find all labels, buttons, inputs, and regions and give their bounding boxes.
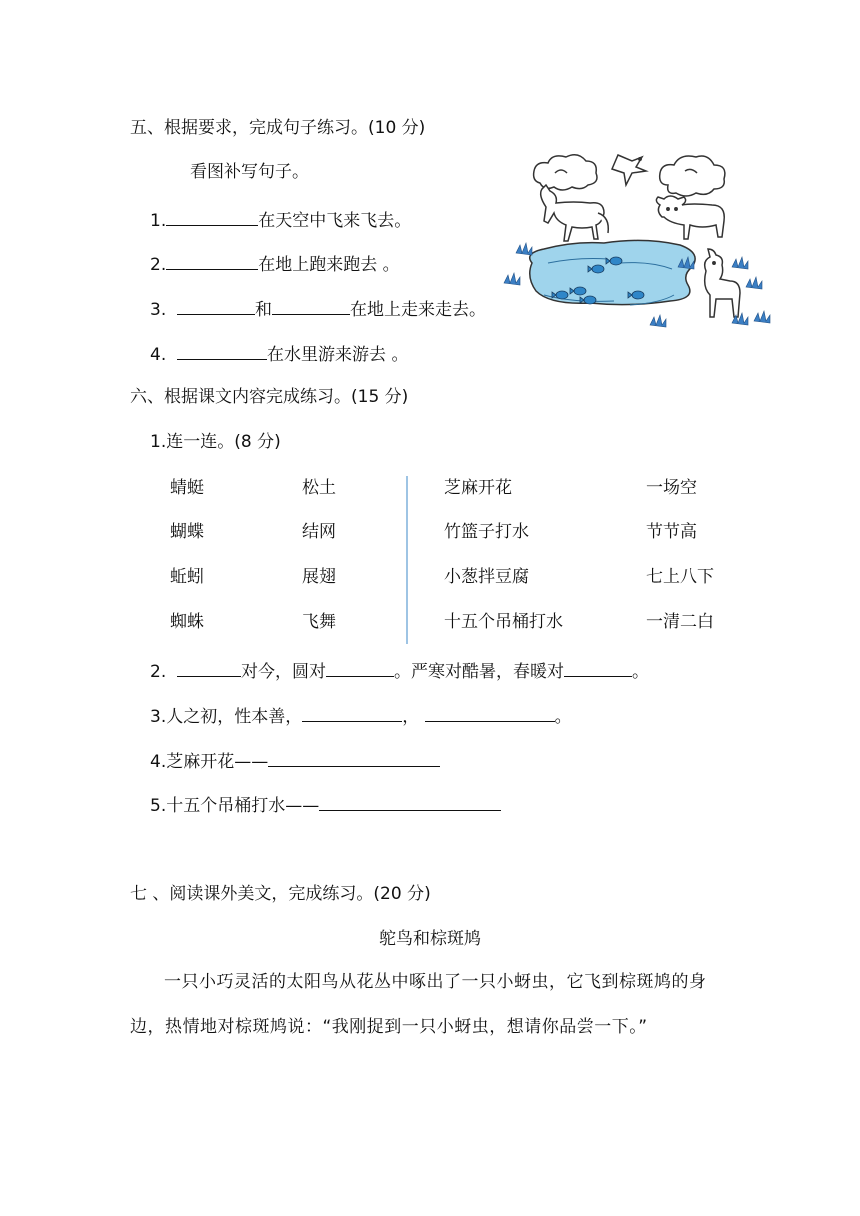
question-5 <box>150 792 501 817</box>
sentence-item-1 <box>150 207 411 232</box>
item-number: 4. <box>150 345 167 365</box>
match-item[interactable]: 结网 <box>302 522 336 542</box>
sentence-item-3 <box>150 296 486 321</box>
item-number: 2. <box>150 255 167 275</box>
match-item[interactable]: 飞舞 <box>302 612 336 632</box>
match-item[interactable]: 蚯蚓 <box>170 567 204 587</box>
answer-blank[interactable] <box>166 251 258 270</box>
goat-icon <box>705 249 740 317</box>
section5-heading: 五、根据要求，完成句子练习。(10 分) <box>130 118 426 138</box>
q2-text-c: 。 <box>632 662 650 682</box>
q5-text: 5.十五个吊桶打水—— <box>150 796 320 816</box>
cloud-right-icon <box>660 156 725 196</box>
animals-pond-illustration <box>500 145 775 340</box>
sentence-item-2 <box>150 251 400 276</box>
q2-text-b: 。严寒对酷暑，春暖对 <box>394 662 565 682</box>
question-3 <box>150 703 572 728</box>
answer-blank[interactable] <box>326 658 394 677</box>
item-text: 在地上跑来跑去 。 <box>258 255 400 275</box>
match-item[interactable]: 十五个吊桶打水 <box>444 612 563 632</box>
section6-heading: 六、根据课文内容完成练习。(15 分) <box>130 387 409 407</box>
cow-icon <box>656 196 724 239</box>
q2-number: 2. <box>150 662 167 682</box>
section6-sub1: 1.连一连。(8 分) <box>150 432 281 452</box>
q3-end: 。 <box>554 707 572 727</box>
match-item[interactable]: 七上八下 <box>646 567 714 587</box>
match-item[interactable]: 蝴蝶 <box>170 522 204 542</box>
passage-paragraph: 一只小巧灵活的太阳鸟从花丛中啄出了一只小蚜虫，它飞到棕斑鸠的身边，热情地对棕斑鸠说：“我刚捉到一只小蚜虫，想请你品尝一下。” <box>130 972 707 1037</box>
item-text: 在天空中飞来飞去。 <box>258 211 412 231</box>
match-item[interactable]: 芝麻开花 <box>444 478 512 498</box>
item-number: 3. <box>150 300 167 320</box>
answer-blank[interactable] <box>166 207 258 226</box>
answer-blank[interactable] <box>268 748 440 767</box>
match-item[interactable]: 竹篮子打水 <box>444 522 529 542</box>
match-item[interactable]: 节节高 <box>646 522 697 542</box>
cloud-left-icon <box>534 155 597 190</box>
q3-comma: ， <box>402 707 420 727</box>
bird-icon <box>612 155 646 185</box>
answer-blank[interactable] <box>319 792 501 811</box>
answer-blank[interactable] <box>302 703 402 722</box>
section5-prompt: 看图补写句子。 <box>190 162 309 182</box>
item-connector: 和 <box>255 300 273 320</box>
match-item[interactable]: 展翅 <box>302 567 336 587</box>
answer-blank[interactable] <box>177 296 255 315</box>
answer-blank[interactable] <box>177 658 241 677</box>
match-item[interactable]: 蜻蜓 <box>170 478 204 498</box>
match-item[interactable]: 一场空 <box>646 478 697 498</box>
q2-text-a: 对今，圆对 <box>241 662 327 682</box>
match-item[interactable]: 蜘蛛 <box>170 612 204 632</box>
sentence-item-4 <box>150 341 408 366</box>
item-number: 1. <box>150 211 167 231</box>
match-item[interactable]: 小葱拌豆腐 <box>444 567 529 587</box>
column-divider <box>406 476 408 644</box>
answer-blank[interactable] <box>564 658 632 677</box>
match-item[interactable]: 一清二白 <box>646 612 714 632</box>
answer-blank[interactable] <box>425 703 555 722</box>
q4-text: 4.芝麻开花—— <box>150 752 269 772</box>
answer-blank[interactable] <box>272 296 350 315</box>
match-item[interactable]: 松土 <box>302 478 336 498</box>
question-4 <box>150 748 440 773</box>
section7-heading: 七 、阅读课外美文，完成练习。(20 分) <box>130 884 431 904</box>
horse-icon <box>541 185 609 241</box>
passage-title: 鸵鸟和棕斑鸠 <box>379 929 481 949</box>
question-2 <box>150 658 649 683</box>
item-text: 在地上走来走去。 <box>350 300 487 320</box>
item-text: 在水里游来游去 。 <box>267 345 409 365</box>
answer-blank[interactable] <box>177 341 267 360</box>
q3-text: 3.人之初，性本善， <box>150 707 303 727</box>
